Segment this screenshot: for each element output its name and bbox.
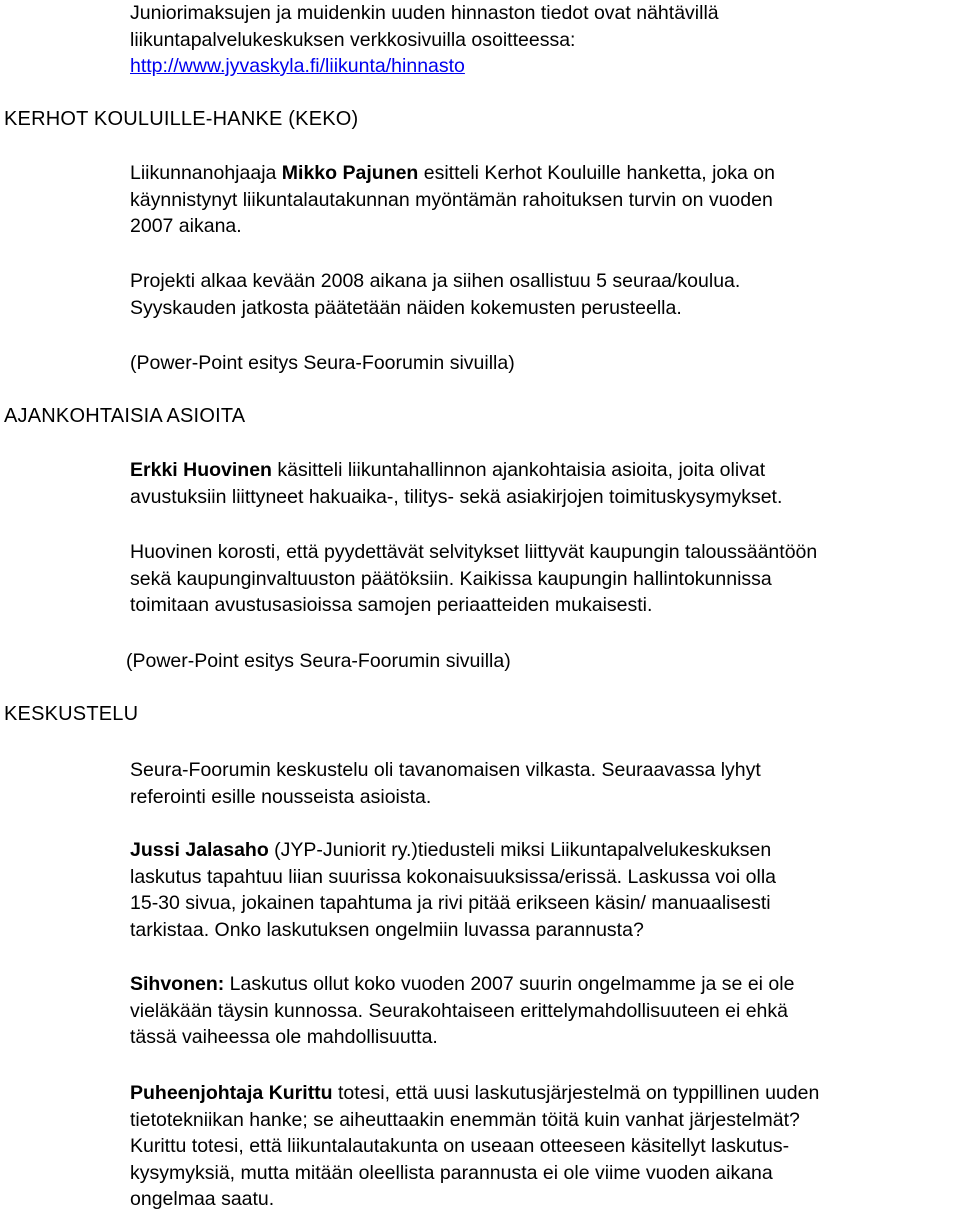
- intro-paragraph: [130, 0, 958, 80]
- person-name: Puheenjohtaja Kurittu: [130, 1082, 333, 1104]
- text-line: Projekti alkaa kevään 2008 aikana ja siihen osallistuu 5 seuraa/koulua.: [130, 270, 741, 292]
- text-line: Juniorimaksujen ja muidenkin uuden hinnaston tiedot ovat nähtävillä: [130, 2, 719, 24]
- ajankohtaisia-paragraph-3: [126, 648, 954, 675]
- text-line: Liikunnanohjaaja Mikko Pajunen esitteli Kerhot Kouluille hanketta, joka on: [130, 162, 775, 184]
- text-line: liikuntapalvelukeskuksen verkkosivuilla osoitteessa:: [130, 28, 576, 51]
- text-line: tietotekniikan hanke; se aiheuttaakin enemmän töitä kuin vanhat järjestelmät?: [130, 1108, 800, 1131]
- text-line: tässä vaiheessa ole mahdollisuutta.: [130, 1026, 438, 1048]
- text-line: Sihvonen: Laskutus ollut koko vuoden 2007 suurin ongelmamme ja se ei ole: [130, 973, 795, 995]
- person-name: Sihvonen:: [130, 973, 225, 995]
- section-heading-keskustelu: KESKUSTELU: [4, 703, 139, 725]
- text-line: 2007 aikana.: [130, 215, 242, 237]
- person-name: Erkki Huovinen: [130, 459, 272, 481]
- keko-paragraph-2: [130, 268, 958, 321]
- text-line: avustuksiin liittyneet hakuaika-, tilitys- sekä asiakirjojen toimituskysymykset.: [130, 485, 783, 508]
- text-line: kysymyksiä, mutta mitään oleellista parannusta ei ole viime vuoden aikana: [130, 1161, 773, 1184]
- text-line: sekä kaupunginvaltuuston päätöksiin. Kaikissa kaupungin hallintokunnissa: [130, 567, 772, 590]
- keskustelu-paragraph-2: [130, 837, 958, 943]
- person-name: Mikko Pajunen: [281, 162, 419, 184]
- text-line: vieläkään täysin kunnossa. Seurakohtaiseen erittelymahdollisuuteen ei ehkä: [130, 999, 788, 1022]
- ajankohtaisia-paragraph-1: [130, 457, 958, 510]
- keko-paragraph-3: [130, 350, 958, 377]
- text-line: Syyskauden jatkosta päätetään näiden kokemusten perusteella.: [130, 296, 682, 319]
- text-line: laskutus tapahtuu liian suurissa kokonaisuuksissa/erissä. Laskussa voi olla: [130, 865, 777, 888]
- text-line: Puheenjohtaja Kurittu totesi, että uusi laskutusjärjestelmä on typpillinen uuden: [130, 1082, 820, 1104]
- text-line: Jussi Jalasaho (JYP-Juniorit ry.)tiedusteli miksi Liikuntapalvelukeskuksen: [130, 839, 772, 861]
- section-heading-ajankohtaisia: AJANKOHTAISIA ASIOITA: [4, 405, 246, 427]
- text-line: Huovinen korosti, että pyydettävät selvitykset liittyvät kaupungin taloussääntöön: [130, 541, 818, 563]
- text-line: ongelmaa saatu.: [130, 1188, 275, 1210]
- text-line: referointi esille nousseista asioista.: [130, 785, 432, 808]
- keskustelu-paragraph-3: [130, 971, 958, 1051]
- text-line: (Power-Point esitys Seura-Foorumin sivuilla): [126, 650, 511, 672]
- text-line: Seura-Foorumin keskustelu oli tavanomaisen vilkasta. Seuraavassa lyhyt: [130, 759, 761, 781]
- ajankohtaisia-paragraph-2: [130, 539, 958, 619]
- text-line: tarkistaa. Onko laskutuksen ongelmiin luvassa parannusta?: [130, 918, 644, 941]
- keskustelu-paragraph-4: [130, 1080, 958, 1213]
- text-line: (Power-Point esitys Seura-Foorumin sivuilla): [130, 352, 515, 374]
- text-line: 15-30 sivua, jokainen tapahtuma ja rivi pitää erikseen käsin/ manuaalisesti: [130, 892, 771, 914]
- section-heading-keko: KERHOT KOULUILLE-HANKE (KEKO): [4, 108, 359, 130]
- hinnasto-link[interactable]: http://www.jyvaskyla.fi/liikunta/hinnasto: [130, 55, 465, 77]
- text-line: toimitaan avustusasioissa samojen periaatteiden mukaisesti.: [130, 594, 653, 616]
- person-name: Jussi Jalasaho: [130, 839, 269, 861]
- text-line: käynnistynyt liikuntalautakunnan myöntämän rahoituksen turvin on vuoden: [130, 188, 773, 211]
- text-line: Kurittu totesi, että liikuntalautakunta on useaan otteeseen käsitellyt laskutus-: [130, 1135, 790, 1157]
- keskustelu-paragraph-1: [130, 757, 958, 810]
- text-line: Erkki Huovinen käsitteli liikuntahallinnon ajankohtaisia asioita, joita olivat: [130, 459, 766, 481]
- keko-paragraph-1: [130, 160, 958, 240]
